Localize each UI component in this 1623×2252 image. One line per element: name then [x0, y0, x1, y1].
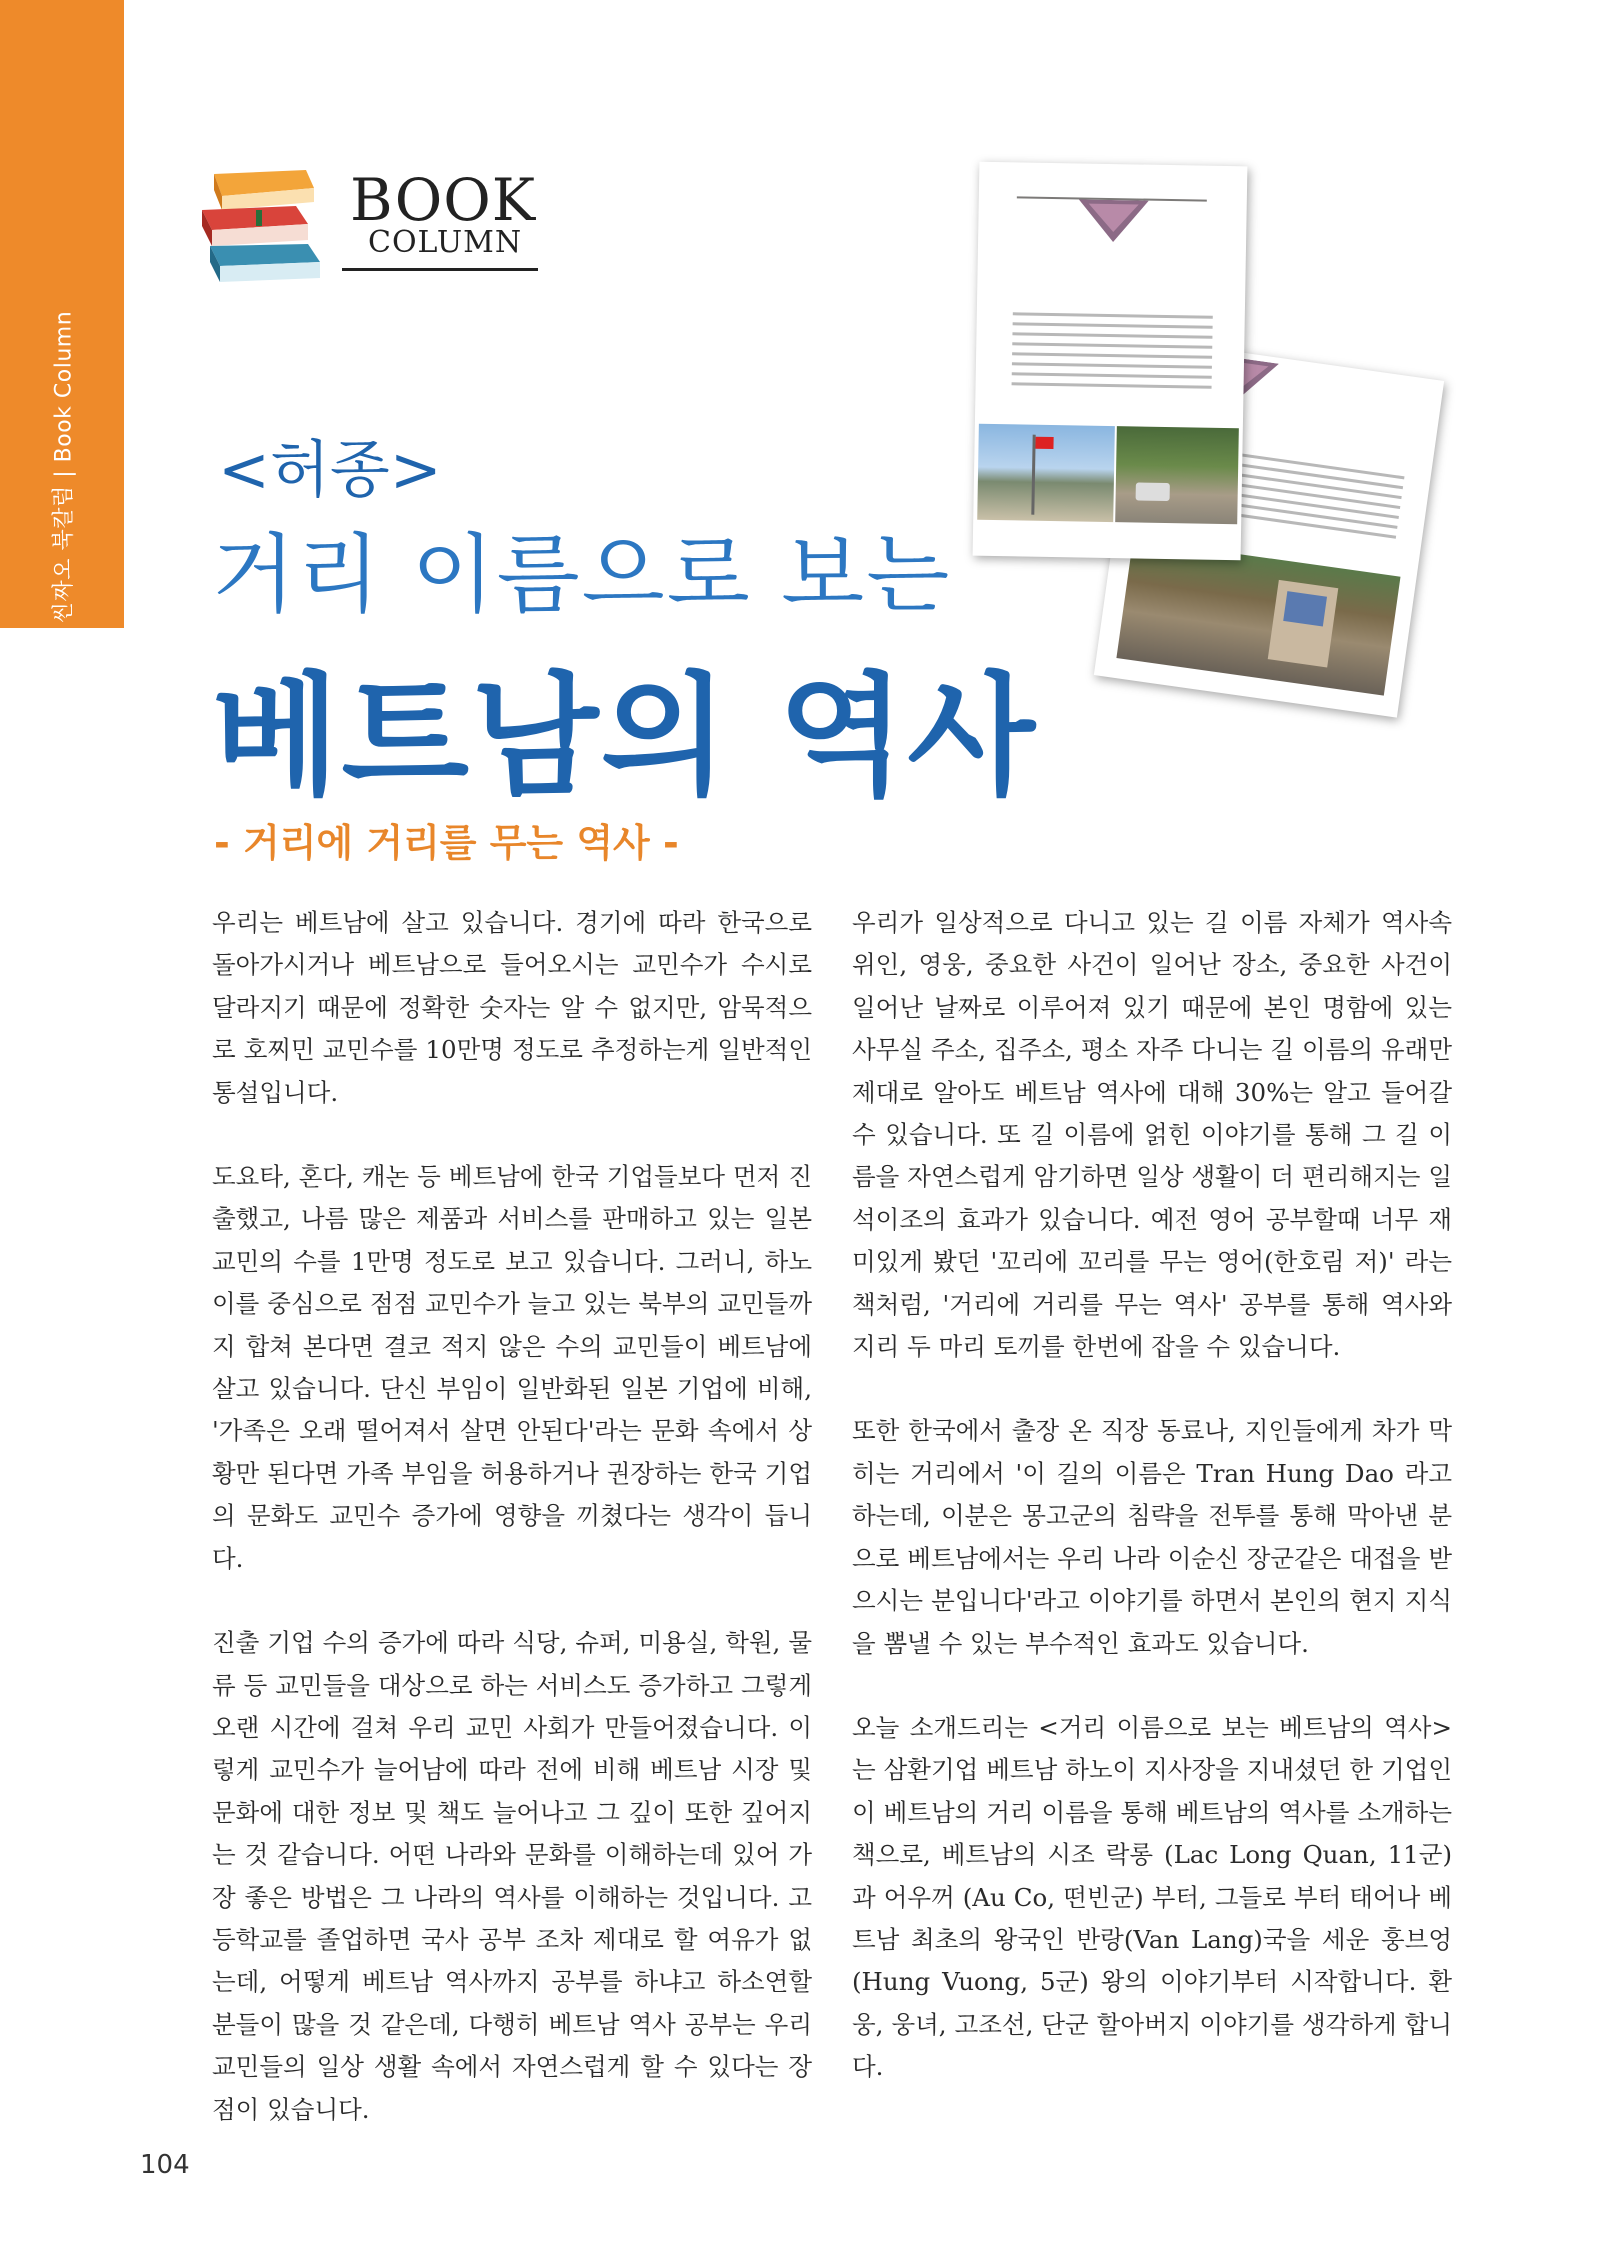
article-right-column	[852, 902, 1452, 2131]
book-word: BOOK	[350, 166, 537, 234]
page-number: 104	[140, 2150, 190, 2180]
paragraph: 진출 기업 수의 증가에 따라 식당, 슈퍼, 미용실, 학원, 물류 등 교민들을 대상으로 하는 서비스도 증가하고 그렇게 오랜 시간에 걸쳐 우리 교민 사회가 만들어졌습니다. 이렇게 교민수가 늘어남에 따라 전에 비해 베트남 시장 및 문화에 대한 정보 및 책도 늘어나고 그 깊이 또한 깊어지는 것 같습니다. 어떤 나라와 문화를 이해하는데 있어 가장 좋은 방법은 그 나라의 역사를 이해하는 것입니다. 고등학교를 졸업하면 국사 공부 조차 제대로 할 여유가 없는데, 어떻게 베트남 역사까지 공부를 하냐고 하소연할 분들이 많을 것 같은데, 다행히 베트남 역사 공부는 우리 교민들의 일상 생활 속에서 자연스럽게 할 수 있다는 장점이 있습니다.	[212, 1628, 812, 2124]
paragraph: 우리가 일상적으로 다니고 있는 길 이름 자체가 역사속 위인, 영웅, 중요한 사건이 일어난 장소, 중요한 사건이 일어난 날짜로 이루어져 있기 때문에 본인 명함에 있는 사무실 주소, 집주소, 평소 자주 다니는 길 이름의 유래만 제대로 알아도 베트남 역사에 대해 30%는 알고 들어갈 수 있습니다. 또 길 이름에 얽힌 이야기를 통해 그 길 이름을 자연스럽게 암기하면 일상 생활이 더 편리해지는 일석이조의 효과가 있습니다. 예전 영어 공부할때 너무 재미있게 봤던 '꼬리에 꼬리를 무는 영어(한호림 저)' 라는 책처럼, '거리에 거리를 무는 역사' 공부를 통해 역사와 지리 두 마리 토끼를 한번에 잡을 수 있습니다.	[852, 908, 1452, 1362]
paragraph: 도요타, 혼다, 캐논 등 베트남에 한국 기업들보다 먼저 진출했고, 나름 많은 제품과 서비스를 판매하고 있는 일본 교민의 수를 1만명 정도로 보고 있습니다. 그러니, 하노이를 중심으로 점점 교민수가 늘고 있는 북부의 교민들까지 합쳐 본다면 결코 적지 않은 수의 교민들이 베트남에 살고 있습니다. 단신 부임이 일반화된 일본 기업에 비해, '가족은 오래 떨어져서 살면 안된다'라는 문화 속에서 상황만 된다면 가족 부임을 허용하거나 권장하는 한국 기업의 문화도 교민수 증가에 영향을 끼쳤다는 생각이 듭니다.	[212, 1162, 812, 1573]
book-page-image-1	[973, 162, 1248, 561]
street-photo	[977, 424, 1115, 522]
side-tab-label-wrap	[47, 311, 78, 649]
books-icon	[196, 166, 326, 286]
paragraph: 또한 한국에서 출장 온 직장 동료나, 지인들에게 차가 막히는 거리에서 '이 길의 이름은 Tran Hung Dao 라고 하는데, 이분은 몽고군의 침략을 전투를 통해 막아낸 분으로 베트남에서는 우리 나라 이순신 장군같은 대접을 받으시는 분입니다'라고 이야기를 하면서 본인의 현지 지식을 뽐낼 수 있는 부수적인 효과도 있습니다.	[852, 1416, 1452, 1658]
book-column-heading	[350, 166, 540, 260]
paragraph: 우리는 베트남에 살고 있습니다. 경기에 따라 한국으로 돌아가시거나 베트남으로 들어오시는 교민수가 수시로 달라지기 때문에 정확한 숫자는 알 수 없지만, 암묵적으로 호찌민 교민수를 10만명 정도로 추정하는게 일반적인 통설입니다.	[212, 908, 812, 1107]
pattern-triangle	[1078, 199, 1149, 242]
title-line1: 거리 이름으로 보는	[212, 525, 952, 625]
side-tab-label: 씬짜오 북칼럼 | Book Column	[51, 310, 77, 624]
heading-rule	[342, 268, 538, 271]
book-name: <허종>	[218, 433, 442, 506]
paragraph: 오늘 소개드리는 <거리 이름으로 보는 베트남의 역사>는 삼환기업 베트남 하노이 지사장을 지내셨던 한 기업인이 베트남의 거리 이름을 통해 베트남의 역사를 소개하는 책으로, 베트남의 시조 락롱 (Lac Long Quan, 11군)과 어우꺼 (Au Co, 떤빈군) 부터, 그들로 부터 태어나 베트남 최초의 왕국인 반랑(Van Lang)국을 세운 훙브엉(Hung Vuong, 5군) 왕의 이야기부터 시작합니다. 환웅, 웅녀, 고조선, 단군 할아버지 이야기를 생각하게 합니다.	[852, 1712, 1452, 2082]
section-side-tab	[0, 0, 124, 650]
tagline: - 거리에 거리를 무는 역사 -	[214, 821, 679, 865]
title-line2: 베트남의 역사	[212, 660, 1038, 814]
street-photo	[1116, 539, 1400, 695]
article-left-column	[212, 902, 812, 2173]
column-word: COLUMN	[368, 225, 523, 260]
street-photo	[1115, 426, 1239, 524]
mountain-icon: ▲	[50, 633, 74, 650]
page-text-block	[1011, 312, 1212, 395]
